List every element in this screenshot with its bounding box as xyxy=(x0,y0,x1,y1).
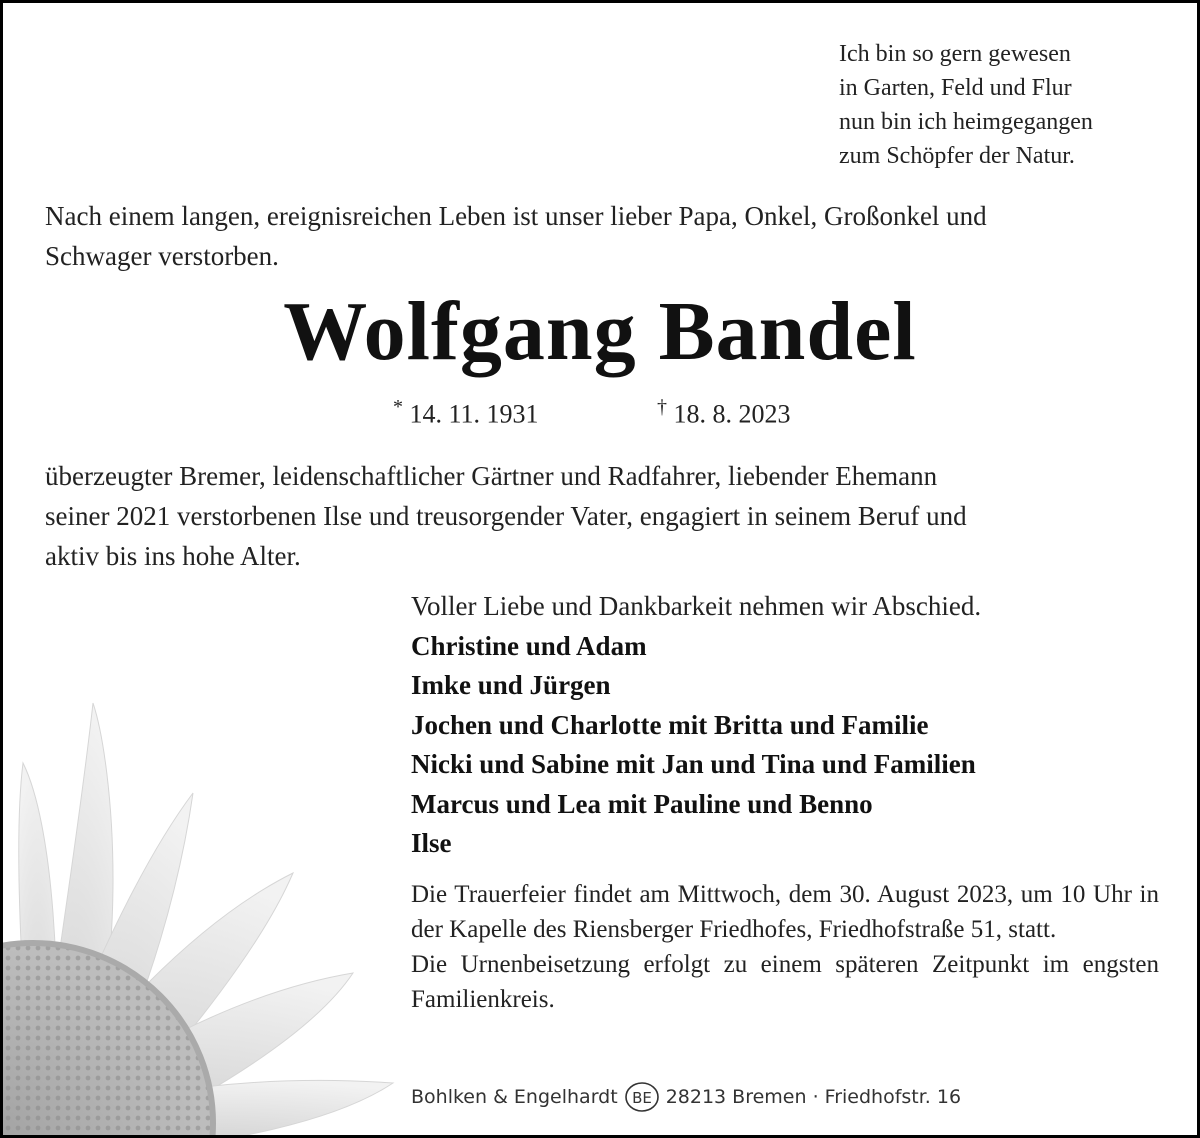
death-date-value: 18. 8. 2023 xyxy=(673,399,791,429)
sunflower-image xyxy=(3,653,423,1135)
birth-date-value: 14. 11. 1931 xyxy=(409,399,539,429)
mourner-name: Nicki und Sabine mit Jan und Tina und Familien xyxy=(411,749,976,779)
birth-symbol: * xyxy=(393,396,403,418)
mourner-name: Ilse xyxy=(411,828,452,858)
intro-text xyxy=(45,196,1165,276)
funeral-details: Die Trauerfeier findet am Mittwoch, dem 30. August 2023, um 10 Uhr in der Kapelle des Riensberger Friedhofes, Friedhofstraße 51, statt. xyxy=(411,881,1159,943)
death-date xyxy=(657,396,791,430)
poem-line: Ich bin so gern gewesen xyxy=(839,41,1071,67)
description-line: seiner 2021 verstorbenen Ilse und treusorgender Vater, engagiert in seinem Beruf und xyxy=(45,501,967,531)
birth-date xyxy=(393,396,539,430)
poem-line: in Garten, Feld und Flur xyxy=(839,75,1072,101)
deceased-name: Wolfgang Bandel xyxy=(283,285,917,378)
poem-line: nun bin ich heimgegangen xyxy=(839,109,1093,135)
funeral-home-address: 28213 Bremen · Friedhofstr. 16 xyxy=(665,1086,962,1108)
description-line: überzeugter Bremer, leidenschaftlicher Gärtner und Radfahrer, liebender Ehemann xyxy=(45,461,938,491)
intro-line: Schwager verstorben. xyxy=(45,241,279,271)
family-block xyxy=(411,587,981,864)
poem xyxy=(839,37,1093,173)
funeral-home xyxy=(411,1081,961,1113)
farewell-line: Voller Liebe und Dankbarkeit nehmen wir Abschied. xyxy=(411,591,982,621)
mourner-name: Christine und Adam xyxy=(411,630,647,661)
life-description xyxy=(45,456,1161,576)
description-line: aktiv bis ins hohe Alter. xyxy=(45,541,301,571)
logo-text: BE xyxy=(631,1089,652,1107)
mourner-name: Marcus und Lea mit Pauline und Benno xyxy=(411,788,873,819)
urn-burial-details: Die Urnenbeisetzung erfolgt zu einem späteren Zeitpunkt im engsten Familienkreis. xyxy=(411,951,1159,1013)
funeral-home-name: Bohlken & Engelhardt xyxy=(411,1086,618,1108)
funeral-home-logo xyxy=(624,1081,660,1113)
death-symbol: † xyxy=(657,396,667,418)
mourner-name: Imke und Jürgen xyxy=(411,670,611,700)
funeral-notice xyxy=(411,877,1159,1017)
mourner-name: Jochen und Charlotte mit Britta und Familie xyxy=(411,709,929,740)
poem-line: zum Schöpfer der Natur. xyxy=(839,143,1075,169)
intro-line: Nach einem langen, ereignisreichen Leben ist unser lieber Papa, Onkel, Großonkel und xyxy=(45,201,987,231)
